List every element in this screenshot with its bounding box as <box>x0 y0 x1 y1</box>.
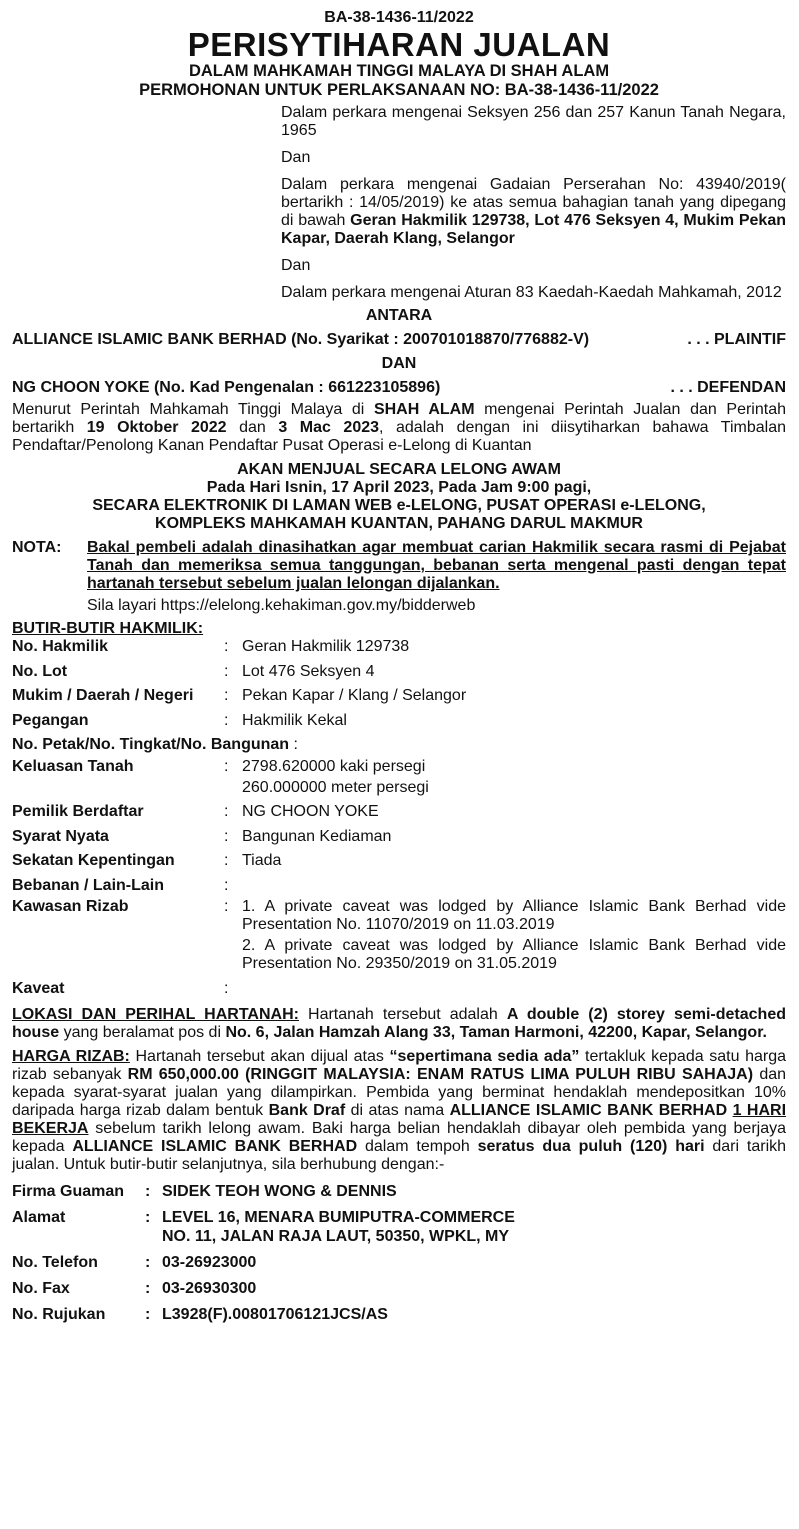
detail-value-line: Hakmilik Kekal <box>242 711 347 729</box>
contact-value-line: 03-26930300 <box>162 1279 257 1297</box>
detail-value <box>242 712 786 733</box>
detail-label: Pegangan <box>12 711 89 729</box>
conjunction-dan: Dan <box>281 257 311 274</box>
detail-value-line: 1. A private caveat was lodged by Alliance Islamic Bank Berhad vide Presentation No. 11070/2019 on 11.03.2019 <box>242 898 786 933</box>
detail-value-line: Tiada <box>242 852 282 869</box>
detail-value <box>242 980 786 998</box>
colon: : <box>224 711 229 729</box>
contact-value-line: 03-26923000 <box>162 1253 257 1271</box>
detail-value <box>242 687 786 708</box>
detail-value-line: Pekan Kapar / Klang / Selangor <box>242 687 467 704</box>
contact-value <box>162 1208 515 1246</box>
colon: : <box>145 1253 151 1271</box>
contact-label: No. Telefon <box>12 1253 98 1271</box>
contact-label: No. Rujukan <box>12 1305 106 1323</box>
nota-text: Bakal pembeli adalah dinasihatkan agar membuat carian Hakmilik secara rasmi di Pejabat Tanah dan memeriksa semua tanggungan, bebanan serta mengenal pasti dengan tepat hartanah tersebut sebelum jualan lelongan dijalankan. <box>87 539 786 592</box>
nota-block <box>12 539 786 593</box>
detail-label: Bebanan / Lain-Lain <box>12 876 165 894</box>
detail-label: Keluasan Tanah <box>12 757 134 775</box>
court-name: DALAM MAHKAMAH TINGGI MALAYA DI SHAH ALAM <box>188 62 610 80</box>
colon: : <box>224 979 229 997</box>
elelong-url[interactable]: Sila layari https://elelong.kehakiman.gov.my/bidderweb <box>87 597 476 614</box>
detail-value <box>242 828 786 849</box>
nota-label: NOTA: <box>12 539 62 556</box>
contact-row <box>12 1208 786 1246</box>
detail-row <box>12 980 786 998</box>
contact-row <box>12 1305 786 1324</box>
detail-value <box>242 638 786 659</box>
matter-3: Dalam perkara mengenai Aturan 83 Kaedah-Kaedah Mahkamah, 2012 <box>281 284 782 301</box>
reserve-price-paragraph: HARGA RIZAB: Hartanah tersebut akan dijual atas “sepertimana sedia ada” tertakluk kepada satu harga rizab sebanyak RM 650,000.00 (RINGGIT MALAYSIA: ENAM RATUS LIMA PULUH RIBU SAHAJA) dan kepada syarat-syarat jualan yang dilampirkan. Pembida yang berminat hendaklah mendepositkan 10% daripada harga rizab dalam bentuk Bank Draf di atas nama ALLIANCE ISLAMIC BANK BERHAD 1 HARI BEKERJA sebelum tarikh lelong awam. Baki harga belian hendaklah dibayar oleh pembida yang berjaya kepada ALLIANCE ISLAMIC BANK BERHAD dalam tempoh seratus dua puluh (120) hari dari tarikh jualan. Untuk butir-butir selanjutnya, sila berhubung dengan:- <box>12 1047 787 1173</box>
plaintiff-role: . . . PLAINTIF <box>687 331 786 348</box>
contact-value-line: L3928(F).00801706121JCS/AS <box>162 1305 388 1323</box>
detail-label: No. Hakmilik <box>12 638 109 655</box>
colon: : <box>224 662 229 680</box>
reference-number: BA-38-1436-11/2022 <box>324 9 474 26</box>
detail-row <box>12 712 786 733</box>
contact-label: Firma Guaman <box>12 1182 125 1200</box>
defendant-line <box>12 378 786 398</box>
detail-value-line: 260.000000 meter persegi <box>242 778 429 796</box>
colon: : <box>224 898 229 915</box>
contact-row <box>12 1182 786 1201</box>
contact-details <box>12 1182 786 1324</box>
contact-label: No. Fax <box>12 1279 70 1297</box>
detail-label: Kaveat <box>12 979 65 997</box>
detail-value-line: 2. A private caveat was lodged by Alliance Islamic Bank Berhad vide Presentation No. 29350/2019 on 31.05.2019 <box>242 937 786 972</box>
document-title: PERISYTIHARAN JUALAN <box>187 26 611 63</box>
detail-row <box>12 828 786 849</box>
detail-label: No. Lot <box>12 662 68 680</box>
detail-row <box>12 803 786 824</box>
detail-value-line: Lot 476 Seksyen 4 <box>242 662 375 680</box>
contact-value-line: LEVEL 16, MENARA BUMIPUTRA-COMMERCE <box>162 1208 515 1226</box>
contact-value-line: NO. 11, JALAN RAJA LAUT, 50350, WPKL, MY <box>162 1227 510 1245</box>
detail-value <box>242 803 786 824</box>
contact-value-line: SIDEK TEOH WONG & DENNIS <box>162 1182 397 1200</box>
colon: : <box>224 852 229 869</box>
detail-label: Syarat Nyata <box>12 827 109 845</box>
petak-row: No. Petak/No. Tingkat/No. Bangunan : <box>12 736 298 753</box>
colon: : <box>145 1279 151 1297</box>
colon: : <box>145 1305 151 1323</box>
detail-row <box>12 687 786 708</box>
colon: : <box>224 757 229 775</box>
detail-label: Sekatan Kepentingan <box>12 852 175 869</box>
application-number: PERMOHONAN UNTUK PERLAKSANAAN NO: BA-38-1436-11/2022 <box>139 81 659 99</box>
detail-value-line: Bangunan Kediaman <box>242 827 392 845</box>
contact-value <box>162 1305 388 1324</box>
detail-row <box>12 758 786 800</box>
auction-notice: AKAN MENJUAL SECARA LELONG AWAM Pada Hari Isnin, 17 April 2023, Pada Jam 9:00 pagi, SECARA ELEKTRONIK DI LAMAN WEB e-LELONG, PUSAT OPERASI e-LELONG, KOMPLEKS MAHKAMAH KUANTAN, PAHANG DARUL MAKMUR <box>92 461 706 532</box>
detail-value <box>242 663 786 684</box>
detail-value-line: NG CHOON YOKE <box>242 803 379 820</box>
title-details-2 <box>12 758 786 998</box>
matters-block <box>281 104 786 302</box>
detail-value <box>242 852 786 873</box>
contact-label: Alamat <box>12 1208 66 1226</box>
detail-value-line: Geran Hakmilik 129738 <box>242 638 410 655</box>
detail-label: Mukim / Daerah / Negeri <box>12 687 194 704</box>
colon: : <box>145 1208 151 1226</box>
detail-value <box>242 877 786 895</box>
detail-value <box>242 898 786 976</box>
contact-value <box>162 1279 256 1298</box>
colon: : <box>224 803 229 820</box>
contact-value <box>162 1253 256 1272</box>
contact-row <box>12 1279 786 1298</box>
detail-row <box>12 877 786 895</box>
colon: : <box>224 827 229 845</box>
detail-value-line: 2798.620000 kaki persegi <box>242 757 426 775</box>
detail-row <box>12 638 786 659</box>
plaintiff-name: ALLIANCE ISLAMIC BANK BERHAD (No. Syarikat : 200701018870/776882-V) <box>12 331 590 348</box>
conjunction-dan: Dan <box>281 149 311 166</box>
title-details <box>12 638 786 733</box>
defendant-role: . . . DEFENDAN <box>670 379 786 396</box>
sale-proclamation <box>12 8 786 1331</box>
defendant-name: NG CHOON YOKE (No. Kad Pengenalan : 661223105896) <box>12 379 441 396</box>
contact-value <box>162 1182 397 1201</box>
colon: : <box>145 1182 151 1200</box>
matter-2: Dalam perkara mengenai Gadaian Perserahan No: 43940/2019( bertarikh : 14/05/2019) ke atas semua bahagian tanah yang dipegang di bawah Geran Hakmilik 129738, Lot 476 Seksyen 4, Mukim Pekan Kapar, Daerah Klang, Selangor <box>281 176 786 247</box>
detail-label: Pemilik Berdaftar <box>12 803 144 820</box>
colon: : <box>224 638 229 655</box>
detail-value <box>242 758 786 800</box>
antara-heading: ANTARA <box>365 307 433 324</box>
colon: : <box>224 876 229 894</box>
hakmilik-heading: BUTIR-BUTIR HAKMILIK: <box>12 620 204 637</box>
matter-1: Dalam perkara mengenai Seksyen 256 dan 257 Kanun Tanah Negara, 1965 <box>281 104 786 139</box>
detail-row <box>12 852 786 873</box>
detail-row <box>12 663 786 684</box>
colon: : <box>224 687 229 704</box>
location-paragraph: LOKASI DAN PERIHAL HARTANAH: Hartanah tersebut adalah A double (2) storey semi-detached house yang beralamat pos di No. 6, Jalan Hamzah Alang 33, Taman Harmoni, 42200, Kapar, Selangor. <box>12 1005 786 1041</box>
contact-row <box>12 1253 786 1272</box>
detail-row <box>12 898 786 976</box>
detail-label: Kawasan Rizab <box>12 898 129 915</box>
title-reference: Geran Hakmilik 129738, Lot 476 Seksyen 4, Mukim Pekan Kapar, Daerah Klang, Selangor <box>281 212 786 247</box>
court-order-paragraph: Menurut Perintah Mahkamah Tinggi Malaya di SHAH ALAM mengenai Perintah Jualan dan Perintah bertarikh 19 Oktober 2022 dan 3 Mac 2023, adalah dengan ini diisytiharkan bahawa Timbalan Pendaftar/Penolong Kanan Pendaftar Pusat Operasi e-Lelong di Kuantan <box>12 401 787 454</box>
plaintiff-line <box>12 330 786 350</box>
dan-heading: DAN <box>381 355 417 372</box>
